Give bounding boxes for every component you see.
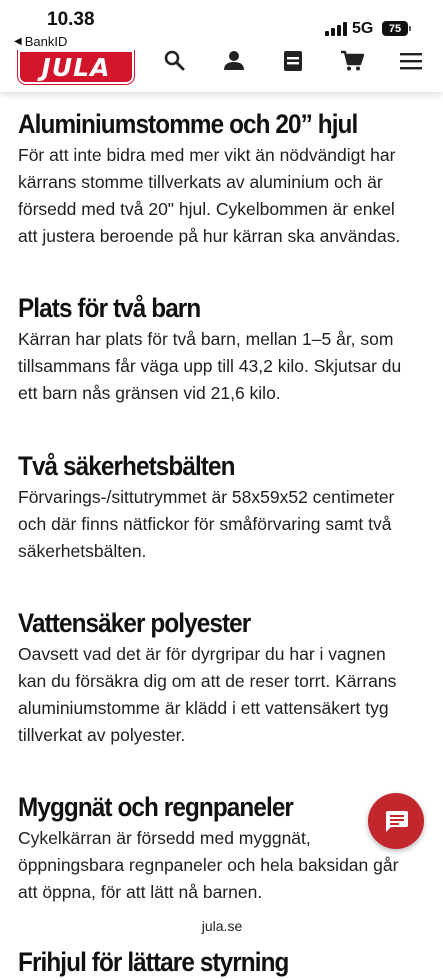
section-mosquito-net <box>18 789 428 906</box>
text-line: tillsammans får väga upp till 43,2 kilo. Skjutsar du <box>18 356 402 376</box>
section-title: Myggnät och regnpaneler <box>18 792 294 822</box>
text-line: ett barn nås gränsen vid 21,6 kilo. <box>18 383 281 403</box>
signal-icon <box>325 22 347 36</box>
text-line: kan du försäkra dig om att de reser torrt. Kärrans <box>18 671 397 691</box>
search-icon[interactable] <box>162 50 188 72</box>
section-title: Två säkerhetsbälten <box>18 451 235 481</box>
url-text: jula.se <box>201 918 243 934</box>
battery-level: 75 <box>388 22 402 35</box>
text-line: att justera beroende på hur kärran ska användas. <box>18 226 401 246</box>
text-line: Oavsett vad det är för dyrgripar du har i vagnen <box>18 644 386 664</box>
text-line: Cykelkärran är försedd med myggnät, <box>18 828 311 848</box>
section-two-children <box>18 290 428 407</box>
account-icon[interactable] <box>221 50 247 72</box>
section-aluminium-frame <box>18 106 428 250</box>
section-title: Plats för två barn <box>18 293 201 323</box>
battery-tip <box>409 26 411 31</box>
section-waterproof-polyester <box>18 605 428 749</box>
text-line: och där finns nätfickor för småförvaring samt två <box>18 514 392 534</box>
status-time: 10.38 <box>47 9 95 30</box>
back-to-app-link[interactable] <box>14 34 67 49</box>
menu-icon[interactable] <box>398 50 424 72</box>
section-title: Frihjul för lättare styrning <box>18 947 289 977</box>
store-icon[interactable] <box>280 50 306 72</box>
text-line: säkerhetsbälten. <box>18 541 147 561</box>
text-line: försedd med två 20" hjul. Cykelbommen är enkel <box>18 199 395 219</box>
text-line: öppningsbara regnpaneler och hela baksidan går <box>18 855 399 875</box>
section-title: Aluminiumstomme och 20” hjul <box>18 109 358 139</box>
text-line: Kärran har plats för två barn, mellan 1–5 år, som <box>18 329 394 349</box>
section-free-wheel <box>18 944 428 980</box>
status-bar <box>0 0 443 50</box>
section-text <box>18 825 428 906</box>
jula-logo[interactable] <box>18 50 134 84</box>
text-line: aluminiumstomme är klädd i ett vattensäkert tyg <box>18 698 389 718</box>
chat-icon <box>383 809 409 833</box>
text-line: att öppna, för att lätt nå barnen. <box>18 882 263 902</box>
cart-icon[interactable] <box>339 50 365 72</box>
text-line: tillverkat av polyester. <box>18 725 186 745</box>
section-text <box>18 641 428 749</box>
section-text <box>18 326 428 407</box>
text-line: För att inte bidra med mer vikt än nödvändigt har <box>18 145 396 165</box>
site-header <box>0 50 443 92</box>
back-app-label: BankID <box>24 34 68 49</box>
section-safety-belts <box>18 448 428 565</box>
section-text <box>18 484 428 565</box>
text-line: kärrans stomme tillverkats av aluminium och är <box>18 172 383 192</box>
section-text <box>18 142 428 250</box>
chat-button[interactable] <box>368 793 424 849</box>
text-line: Förvarings-/sittutrymmet är 58x59x52 centimeter <box>18 487 395 507</box>
logo-text: JULA <box>41 52 111 82</box>
network-type: 5G <box>352 20 374 37</box>
browser-url-bar[interactable] <box>180 910 264 942</box>
section-title: Vattensäker polyester <box>18 608 251 638</box>
back-triangle-icon: ◀ <box>14 36 22 47</box>
battery-icon <box>382 21 408 36</box>
